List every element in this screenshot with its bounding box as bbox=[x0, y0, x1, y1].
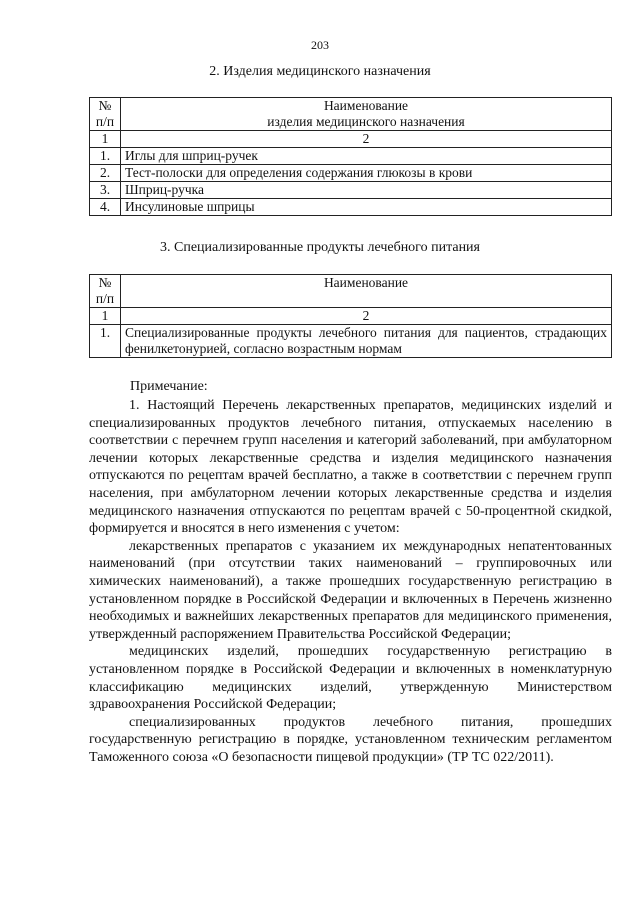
header-name-cell bbox=[121, 98, 612, 131]
column-index-1: 1 bbox=[90, 308, 121, 325]
row-name: Шприц-ручка bbox=[121, 182, 612, 199]
header-num-symbol: № bbox=[98, 98, 112, 113]
page-number: 203 bbox=[311, 38, 329, 52]
column-index-2: 2 bbox=[121, 131, 612, 148]
medical-devices-table bbox=[89, 97, 612, 216]
table-row bbox=[90, 182, 612, 199]
table-header-row bbox=[90, 98, 612, 131]
row-name: Специализированные продукты лечебного питания для пациентов, страдающих фенилкетонурией, согласно возрастным нормам bbox=[121, 325, 612, 358]
header-num-abbr: п/п bbox=[95, 291, 115, 306]
nutrition-products-table bbox=[89, 274, 612, 358]
note-paragraph: медицинских изделий, прошедших государственную регистрацию в установленном порядке в Российской Федерации и включенных в номенклатурную классификацию медицинских изделий, утвержденную Министерством здравоохранения Российской Федерации; bbox=[89, 644, 612, 713]
header-name-line1: Наименование bbox=[323, 98, 409, 113]
header-num-abbr: п/п bbox=[95, 114, 115, 129]
column-index-row bbox=[90, 131, 612, 148]
row-num: 4. bbox=[90, 199, 121, 216]
table-row bbox=[90, 148, 612, 165]
table-header-row bbox=[90, 275, 612, 308]
table-row bbox=[90, 199, 612, 216]
header-num-cell bbox=[90, 275, 121, 308]
header-name-cell: Наименование bbox=[121, 275, 612, 308]
note-paragraph: лекарственных препаратов с указанием их международных непатентованных наименований (при отсутствии таких наименований – группировочных или химических наименований), а также прошедших государственную регистрацию в установленном порядке в Российской Федерации и включенных в Перечень жизненно необходимых и важнейших лекарственных препаратов для медицинского применения, утвержденный распоряжением Правительства Российской Федерации; bbox=[89, 538, 612, 642]
row-num: 2. bbox=[90, 165, 121, 182]
row-name: Иглы для шприц-ручек bbox=[121, 148, 612, 165]
header-num-cell bbox=[90, 98, 121, 131]
column-index-row bbox=[90, 308, 612, 325]
note-paragraph: специализированных продуктов лечебного питания, прошедших государственную регистрацию в порядке, установленном техническим регламентом Таможенного союза «О безопасности пищевой продукции» (ТР ТС 022/2011). bbox=[89, 714, 612, 765]
row-num: 3. bbox=[90, 182, 121, 199]
row-num: 1. bbox=[90, 148, 121, 165]
notes-body bbox=[89, 397, 612, 766]
column-index-1: 1 bbox=[90, 131, 121, 148]
column-index-2: 2 bbox=[121, 308, 612, 325]
row-name: Инсулиновые шприцы bbox=[121, 199, 612, 216]
table-row bbox=[90, 325, 612, 358]
notes-title: Примечание: bbox=[130, 379, 208, 394]
section-3-title: 3. Специализированные продукты лечебного питания bbox=[160, 240, 480, 255]
section-2-title: 2. Изделия медицинского назначения bbox=[209, 64, 431, 79]
header-name-line2: изделия медицинского назначения bbox=[267, 114, 465, 129]
header-num-symbol: № bbox=[98, 275, 112, 290]
row-num: 1. bbox=[90, 325, 121, 358]
row-name: Тест-полоски для определения содержания глюкозы в крови bbox=[121, 165, 612, 182]
table-row bbox=[90, 165, 612, 182]
note-paragraph: 1. Настоящий Перечень лекарственных препаратов, медицинских изделий и специализированных продуктов лечебного питания, отпускаемых населению в соответствии с перечнем групп населения и категорий заболеваний, при амбулаторном лечении которых лекарственные средства и изделия медицинского назначения отпускаются по рецептам врачей бесплатно, а также в соответствии с перечнем групп населения, при амбулаторном лечении которых лекарственные средства и изделия медицинского назначения отпускаются по рецептам врачей с 50-процентной скидкой, формируется и вносятся в него изменения с учетом: bbox=[89, 398, 612, 537]
